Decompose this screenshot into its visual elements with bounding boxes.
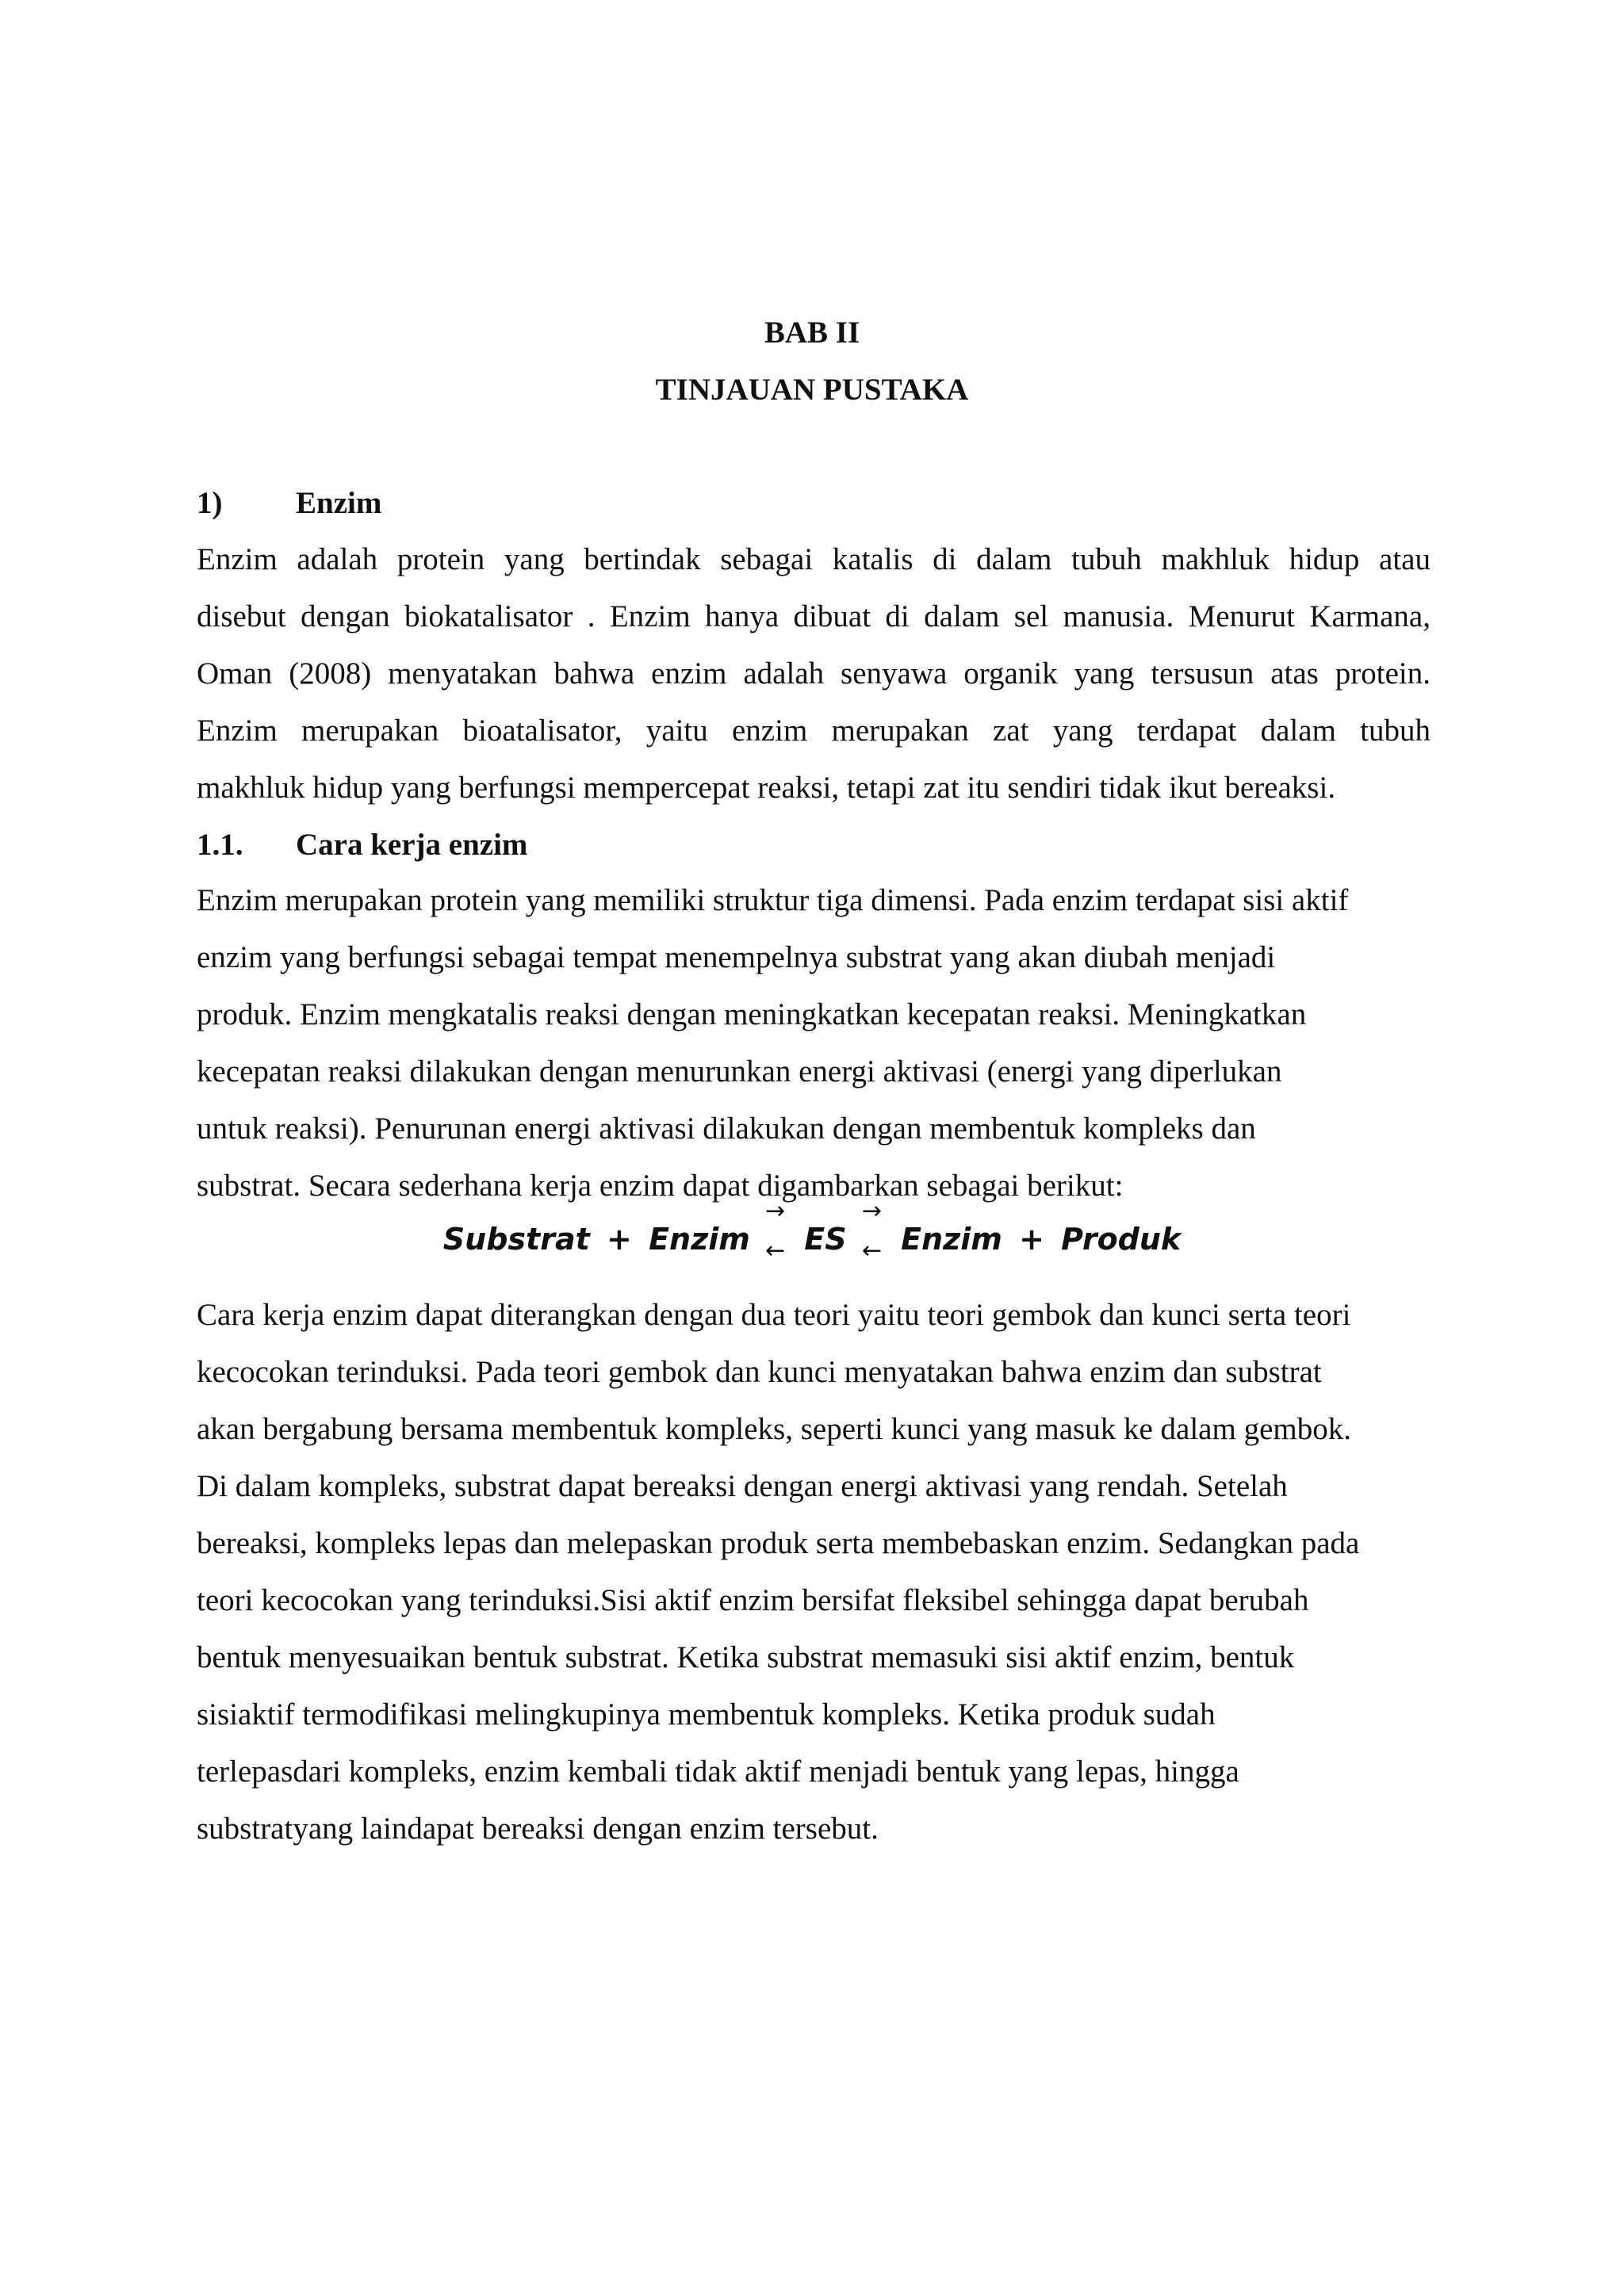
section-heading-cara-kerja <box>197 829 527 860</box>
chapter-title: TINJAUAN PUSTAKA <box>655 373 969 407</box>
equation-substrat: Substrat <box>442 1221 590 1257</box>
paragraph-line: Enzim adalah protein yang bertindak sebagai katalis di dalam tubuh makhluk hidup atau <box>197 542 1431 576</box>
paragraph-line: Di dalam kompleks, substrat dapat bereaksi dengan energi aktivasi yang rendah. Setelah <box>197 1469 1288 1503</box>
paragraph-line: enzim yang berfungsi sebagai tempat menempelnya substrat yang akan diubah menjadi <box>197 940 1276 974</box>
paragraph-line: teori kecocokan yang terinduksi.Sisi aktif enzim bersifat fleksibel sehingga dapat berubah <box>197 1583 1309 1617</box>
paragraph-line: Enzim merupakan protein yang memiliki struktur tiga dimensi. Pada enzim terdapat sisi aktif <box>197 883 1349 917</box>
section-heading-enzim <box>197 488 381 519</box>
paragraph-line: substrat. Secara sederhana kerja enzim dapat digambarkan sebagai berikut: <box>197 1169 1124 1203</box>
equation-produk: Produk <box>1061 1221 1182 1257</box>
paragraph-line: akan bergabung bersama membentuk kompleks, seperti kunci yang masuk ke dalam gembok. <box>197 1412 1351 1446</box>
paragraph-line: kecepatan reaksi dilakukan dengan menurunkan energi aktivasi (energi yang diperlukan <box>197 1054 1282 1089</box>
reversible-arrow-icon <box>860 1196 887 1265</box>
paragraph-line: bentuk menyesuaikan bentuk substrat. Ketika substrat memasuki sisi aktif enzim, bentuk <box>197 1640 1295 1674</box>
paragraph-cara-kerja <box>197 872 1431 1215</box>
paragraph-line: Oman (2008) menyatakan bahwa enzim adalah senyawa organik yang tersusun atas protein. <box>197 656 1431 691</box>
section-number: 1) <box>197 486 223 520</box>
section-number: 1.1. <box>197 828 243 862</box>
equation-es: ES <box>804 1221 847 1257</box>
enzyme-reaction-equation <box>0 1196 1624 1265</box>
reversible-arrow-icon <box>764 1196 791 1265</box>
paragraph-line: Cara kerja enzim dapat diterangkan dengan dua teori yaitu teori gembok dan kunci serta teori <box>197 1298 1351 1332</box>
paragraph-enzim-definition <box>197 531 1431 817</box>
forward-arrow-icon: → <box>861 1196 882 1225</box>
forward-arrow-icon: → <box>765 1196 786 1225</box>
paragraph-line: bereaksi, kompleks lepas dan melepaskan produk serta membebaskan enzim. Sedangkan pada <box>197 1526 1360 1560</box>
equation-enzim: Enzim <box>649 1221 750 1257</box>
paragraph-line: terlepasdari kompleks, enzim kembali tidak aktif menjadi bentuk yang lepas, hingga <box>197 1755 1239 1789</box>
paragraph-line: substratyang laindapat bereaksi dengan enzim tersebut. <box>197 1812 879 1846</box>
section-title: Enzim <box>296 486 382 520</box>
paragraph-line: disebut dengan biokatalisator . Enzim hanya dibuat di dalam sel manusia. Menurut Karmana, <box>197 599 1431 633</box>
equation-plus: + <box>606 1221 632 1257</box>
paragraph-teori <box>197 1287 1431 1858</box>
equation-plus: + <box>1019 1221 1044 1257</box>
paragraph-line: kecocokan terinduksi. Pada teori gembok dan kunci menyatakan bahwa enzim dan substrat <box>197 1355 1322 1389</box>
paragraph-line: sisiaktif termodifikasi melingkupinya membentuk kompleks. Ketika produk sudah <box>197 1697 1216 1732</box>
equation-enzim-product-side: Enzim <box>901 1221 1002 1257</box>
paragraph-line: produk. Enzim mengkatalis reaksi dengan meningkatkan kecepatan reaksi. Meningkatkan <box>197 997 1307 1031</box>
paragraph-line: Enzim merupakan bioatalisator, yaitu enzim merupakan zat yang terdapat dalam tubuh <box>197 714 1431 748</box>
chapter-number: BAB II <box>764 316 860 350</box>
paragraph-line: makhluk hidup yang berfungsi mempercepat reaksi, tetapi zat itu sendiri tidak ikut bereaksi. <box>197 771 1336 805</box>
section-title: Cara kerja enzim <box>296 828 528 862</box>
paragraph-line: untuk reaksi). Penurunan energi aktivasi dilakukan dengan membentuk kompleks dan <box>197 1112 1256 1146</box>
backward-arrow-icon: ← <box>765 1236 786 1265</box>
backward-arrow-icon: ← <box>861 1236 882 1265</box>
